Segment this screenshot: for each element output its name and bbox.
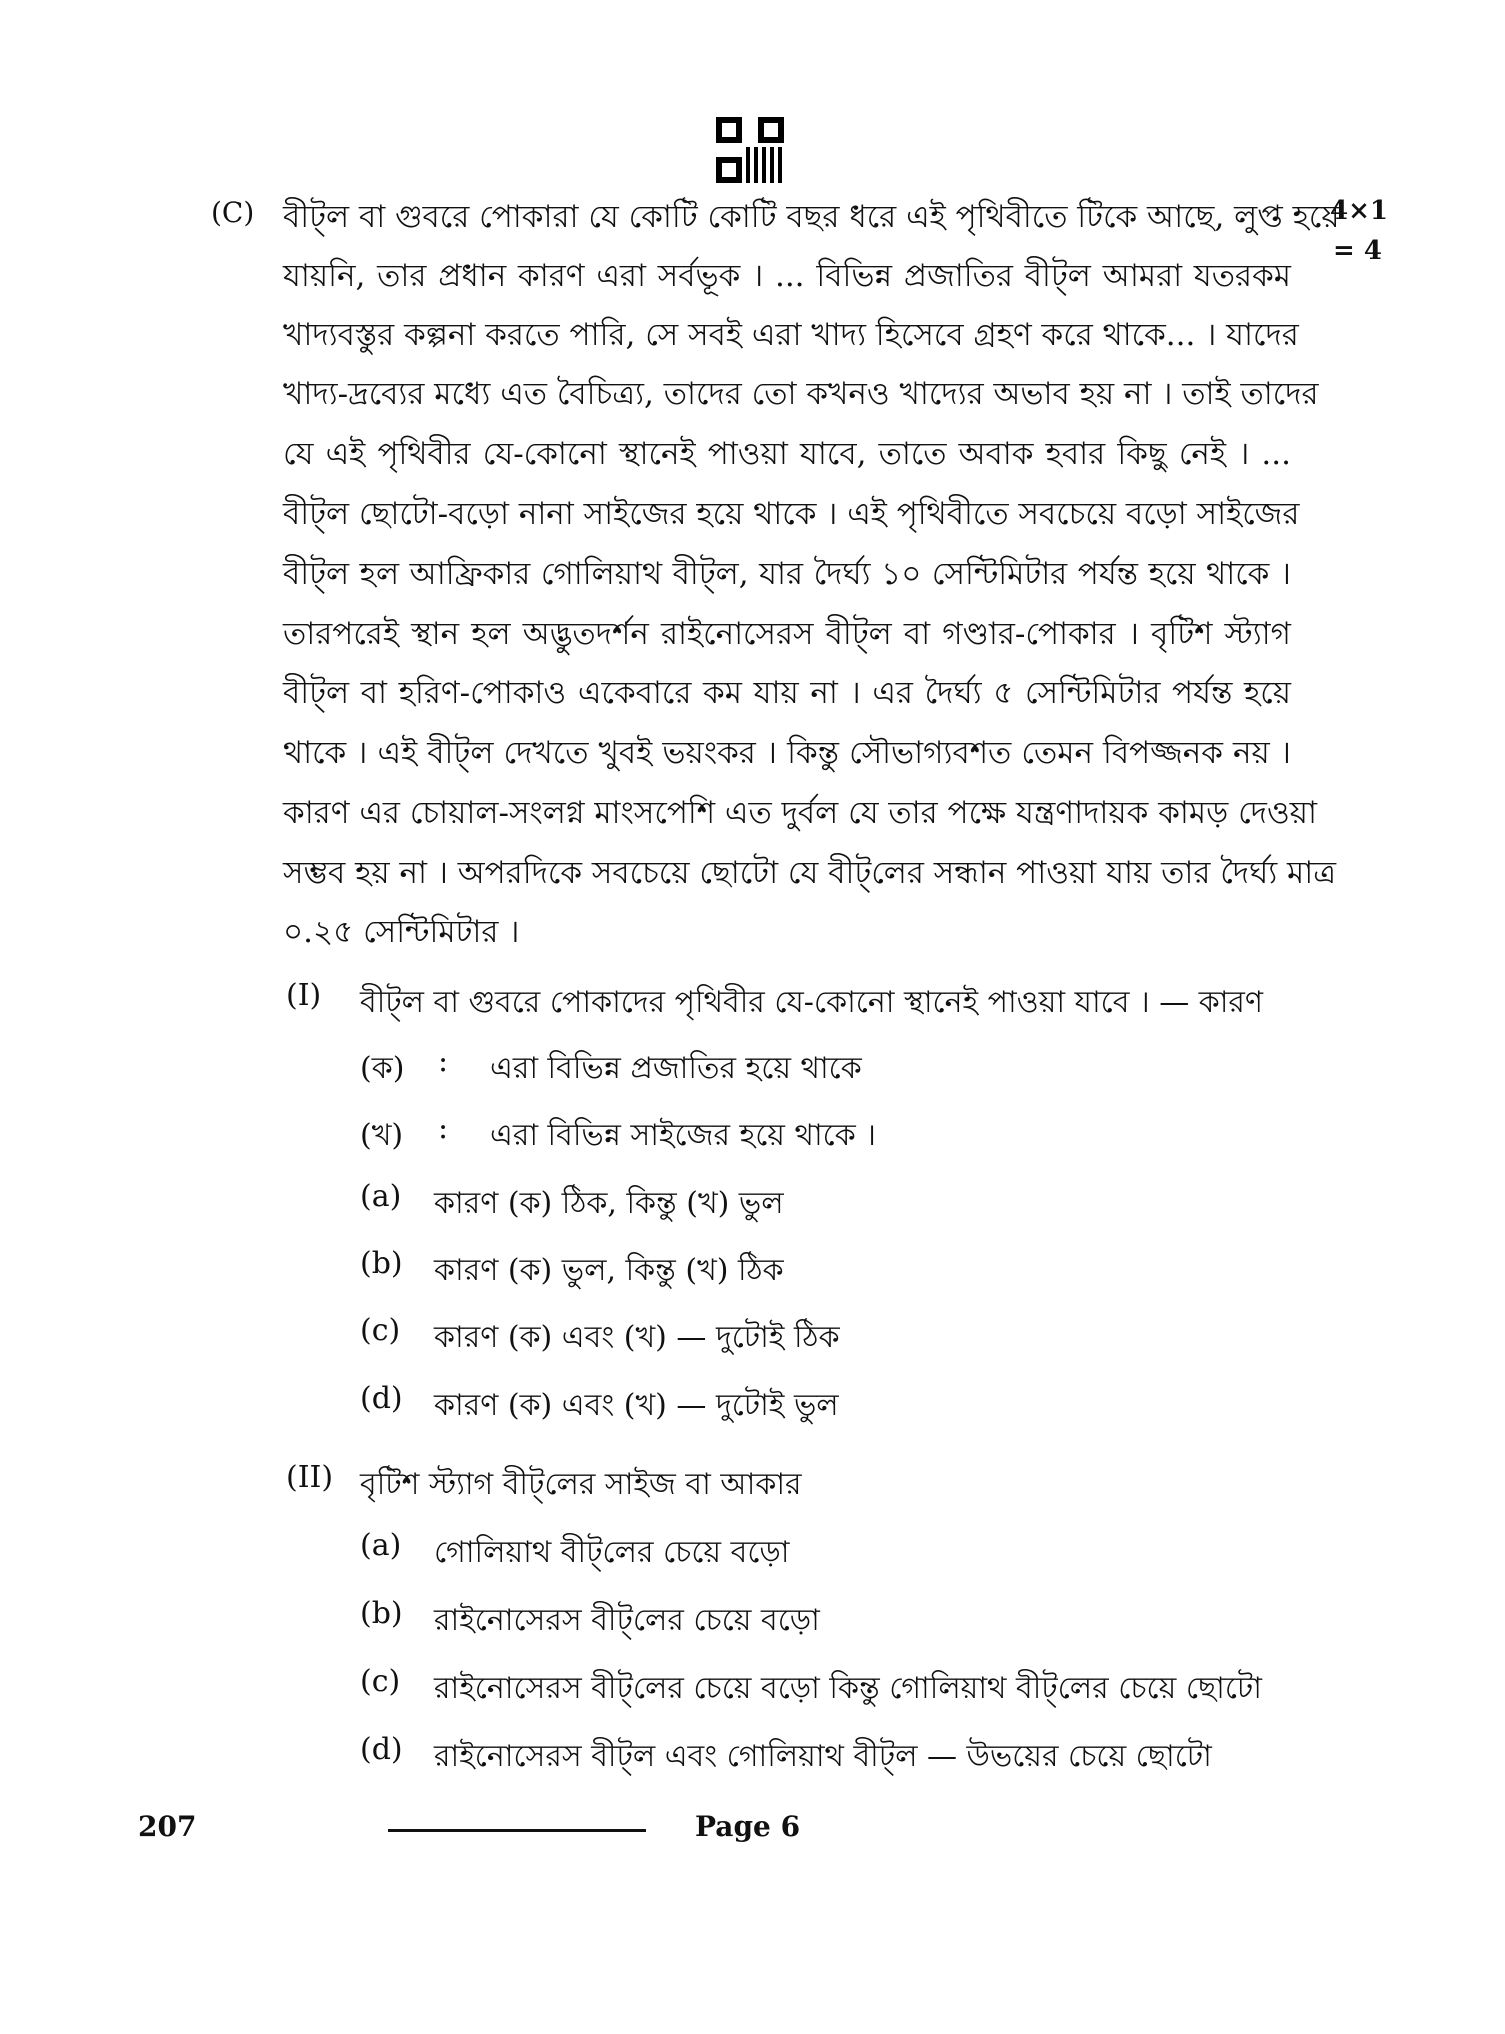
- option-text: কারণ (ক) এবং (খ) — দুটোই ঠিক: [434, 1320, 840, 1355]
- option-text: রাইনোসেরস বীট্‌ল এবং গোলিয়াথ বীট্‌ল — উভয়ের চেয়ে ছোটো: [434, 1739, 1212, 1774]
- option-text: কারণ (ক) এবং (খ) — দুটোই ভুল: [434, 1388, 839, 1423]
- passage-line: যে এই পৃথিবীর যে-কোনো স্থানেই পাওয়া যাবে, তাতে অবাক হবার কিছু নেই । ...: [283, 436, 1291, 472]
- marks-line2: = 4: [1333, 236, 1382, 266]
- subquestion-2-text: বৃটিশ স্ট্যাগ বীট্‌লের সাইজ বা আকার: [360, 1467, 802, 1502]
- option-text: গোলিয়াথ বীট্‌লের চেয়ে বড়ো: [434, 1535, 790, 1570]
- subquestion-1-label: (I): [286, 978, 322, 1013]
- option-label: (b): [360, 1596, 403, 1631]
- passage-line: খাদ্য-দ্রব্যের মধ্যে এত বৈচিত্র্য, তাদের তো কখনও খাদ্যের অভাব হয় না । তাই তাদের: [283, 376, 1319, 412]
- passage-line: বীট্‌ল বা হরিণ-পোকাও একেবারে কম যায় না । এর দৈর্ঘ্য ৫ সেন্টিমিটার পর্যন্ত হয়ে: [283, 675, 1291, 711]
- passage-line: সম্ভব হয় না । অপরদিকে সবচেয়ে ছোটো যে বীট্‌লের সন্ধান পাওয়া যায় তার দৈর্ঘ্য মাত্র: [283, 855, 1337, 891]
- subquestion-2-label: (II): [286, 1460, 334, 1495]
- paper-code: 207: [138, 1810, 197, 1843]
- option-label: (c): [360, 1664, 401, 1699]
- passage-line: থাকে । এই বীট্‌ল দেখতে খুবই ভয়ংকর । কিন্তু সৌভাগ্যবশত তেমন বিপজ্জনক নয় ।: [283, 735, 1291, 771]
- option-text: রাইনোসেরস বীট্‌লের চেয়ে বড়ো: [434, 1603, 820, 1638]
- passage-line: ০.২৫ সেন্টিমিটার ।: [283, 914, 520, 950]
- option-text: কারণ (ক) ভুল, কিন্তু (খ) ঠিক: [434, 1253, 784, 1288]
- page-number: Page 6: [695, 1810, 801, 1843]
- option-label: (a): [360, 1528, 402, 1563]
- marks-line1: 4×1: [1330, 196, 1388, 226]
- passage-line: তারপরেই স্থান হল অদ্ভুতদর্শন রাইনোসেরস বীট্‌ল বা গণ্ডার-পোকার । বৃটিশ স্ট্যাগ: [283, 616, 1291, 652]
- option-text: কারণ (ক) ঠিক, কিন্তু (খ) ভুল: [434, 1186, 784, 1221]
- option-label: (d): [360, 1732, 403, 1767]
- passage-line: বীট্‌ল ছোটো-বড়ো নানা সাইজের হয়ে থাকে । এই পৃথিবীতে সবচেয়ে বড়ো সাইজের: [283, 496, 1300, 532]
- statement-sep: :: [438, 1111, 449, 1146]
- passage-line: বীট্‌ল বা গুবরে পোকারা যে কোটি কোটি বছর ধরে এই পৃথিবীতে টিকে আছে, লুপ্ত হয়ে: [283, 199, 1340, 235]
- subquestion-1-text: বীট্‌ল বা গুবরে পোকাদের পৃথিবীর যে-কোনো স্থানেই পাওয়া যাবে । — কারণ: [360, 985, 1264, 1020]
- footer-rule: [388, 1829, 646, 1832]
- statement-label: (ক): [360, 1051, 405, 1086]
- statement-label: (খ): [360, 1118, 404, 1153]
- question-label: (C): [211, 196, 255, 229]
- option-label: (b): [360, 1246, 403, 1281]
- passage-line: যায়নি, তার প্রধান কারণ এরা সর্বভূক । ... বিভিন্ন প্রজাতির বীট্‌ল আমরা যতরকম: [283, 258, 1291, 294]
- statement-text: এরা বিভিন্ন প্রজাতির হয়ে থাকে: [490, 1051, 862, 1086]
- statement-sep: :: [438, 1044, 449, 1079]
- option-label: (d): [360, 1381, 403, 1416]
- option-label: (a): [360, 1179, 402, 1214]
- passage-line: বীট্‌ল হল আফ্রিকার গোলিয়াথ বীট্‌ল, যার দৈর্ঘ্য ১০ সেন্টিমিটার পর্যন্ত হয়ে থাকে ।: [283, 556, 1291, 592]
- option-text: রাইনোসেরস বীট্‌লের চেয়ে বড়ো কিন্তু গোলিয়াথ বীট্‌লের চেয়ে ছোটো: [434, 1671, 1262, 1706]
- passage-line: কারণ এর চোয়াল-সংলগ্ন মাংসপেশি এত দুর্বল যে তার পক্ষে যন্ত্রণাদায়ক কামড় দেওয়া: [283, 795, 1318, 831]
- option-label: (c): [360, 1313, 401, 1348]
- qr-code: [716, 117, 784, 183]
- statement-text: এরা বিভিন্ন সাইজের হয়ে থাকে ।: [490, 1118, 876, 1153]
- passage-line: খাদ্যবস্তুর কল্পনা করতে পারি, সে সবই এরা খাদ্য হিসেবে গ্রহণ করে থাকে... । যাদের: [283, 317, 1299, 353]
